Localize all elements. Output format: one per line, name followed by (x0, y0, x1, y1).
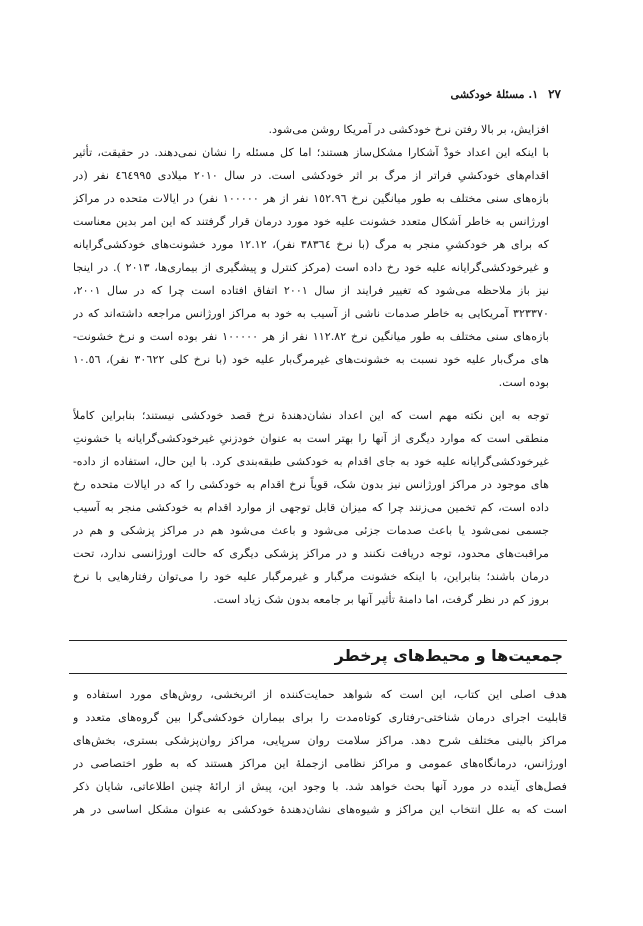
body-text (73, 118, 567, 611)
section-body (73, 683, 567, 821)
text-line: توجه به این نکته مهم است که این اعداد نشان‌دهندهٔ نرخ قصد خودکشی نیستند؛ بنابراین کاملاً (73, 409, 549, 422)
text-line: نیز باز ملاحظه می‌شود که تغییر فرایند از سال ٢٠٠١ اتفاق افتاده است چرا که در سال ٢٠٠١، (73, 284, 549, 297)
text-line: فصل‌های آینده در مورد آنها بحث خواهد شد. با وجود این، پیش از ارائهٔ چنین اطلاعاتی، شایان ذکر (73, 780, 567, 793)
section-rule-top (69, 640, 567, 641)
text-line: اورژانس، درمانگاه‌های عمومی و مراکز نظامی ازجملهٔ این مراکز هستند که به طور اختصاصی در (73, 757, 567, 770)
page-number: ۲۷ (548, 87, 561, 101)
text-line: های مرگ‌بار علیه خود نسبت به خشونت‌های غیرمرگ‌بار علیه خود (با نرخ کلی ٣٠٦٢٢ نفر)، ١٠.٥٦ (73, 353, 549, 366)
text-line: است که به علل انتخاب این مراکز و شیوه‌های نشان‌دهندهٔ خودکشی به عنوان مشکل اساسی در هر (73, 803, 567, 816)
text-line: منطقی است که موارد دیگری از آنها را بهتر است به عنوان خودزنیِ غیرخودکشی‌گرایانه یا خشونتِ (73, 432, 549, 445)
text-line: درمان باشند؛ بنابراین، با اینکه خشونت مرگبار و غیرمرگبار علیه خود را می‌توان رفتارهایی با نرخ (73, 570, 549, 583)
text-line: بروز کم در نظر گرفت، اما دامنهٔ تأثیر آنها بر جامعه بدون شک زیاد است. (213, 593, 549, 606)
text-line: های موجود در مراکز اورژانس نیز بدون شک، قویاً نرخ اقدام به خودکشی را که در ایالات متحده رخ (73, 478, 549, 491)
text-line: با اینکه این اعداد خودْ آشکارا مشکل‌ساز هستند؛ اما کل مسئله را نشان نمی‌دهند. در حقیقت، تأثیر (73, 146, 549, 159)
text-line: ٣٢٣٣٧٠ آمریکایی به خاطر صدمات ناشی از آسیب به خود به مراکز اورژانس مراجعه داشته‌اند که در (73, 307, 549, 320)
running-header (81, 86, 561, 102)
text-line: مراقبت‌های محدود، توجه دریافت نکنند و در مراکز پزشکی دیگری که حالت اورژانسی ندارد، تحت (73, 547, 549, 560)
section-heading: جمعیت‌ها و محیط‌های پرخطر (334, 646, 563, 665)
paragraph-2 (73, 141, 567, 394)
text-line: قابلیت اجرای درمان شناختی-رفتاری کوتاه‌مدت را برای بیماران خودکشی‌گرا بین گروه‌های متعدد و (73, 711, 567, 724)
text-line: که برای هر خودکشیِ منجر به مرگ (با نرخ ٣٨٣٦٤ نفر)، ١٢.١٢ مورد خشونت‌های خودکشی‌گرایانه (73, 238, 549, 251)
text-line: و غیرخودکشی‌گرایانه علیه خود رخ داده است (مرکز کنترل و پیشگیری از بیماری‌ها، ٢٠١٣ ). در اینجا (73, 261, 549, 274)
text-line: غیرخودکشی‌گرایانه علیه خود به جای اقدام به خودکشی طبقه‌بندی کرد. با این حال، استفاده از داده- (73, 455, 549, 468)
text-line: هدف اصلی این کتاب، این است که شواهد حمایت‌کننده از اثربخشی، روش‌های مورد استفاده و (73, 688, 567, 701)
text-line: داده است، کم تخمین می‌زنند چرا که میزان قابل توجهی از موارد اقدام به خودکشی منجر به آسیب (73, 501, 549, 514)
text-line: اقدام‌های خودکشیِ فراتر از مرگ بر اثر خودکشی است. در سال ۲۰۱۰ میلادی ٤٦٤٩٩٥ نفر (در (73, 169, 549, 182)
text-line: جسمی نمی‌شود یا باعث صدمات جزئی می‌شود و باعث می‌شود هم در مراکز پزشکی و هم در (73, 524, 549, 537)
paragraph-3 (73, 404, 567, 611)
running-title: ۱. مسئلهٔ خودکشی (450, 87, 539, 101)
text-line: مراکز بالینی مختلف شرح دهد. مراکز سلامت روان سرپایی، مراکز روان‌پزشکی بستری، بخش‌های (73, 734, 567, 747)
text-line: بازه‌های سنی مختلف به طور میانگین نرخ ١٥٢.٩٦ نفر از هر ١٠٠٠٠٠ نفر) در ایالات متحده در مراکز (73, 192, 549, 205)
paragraph-1 (73, 118, 567, 141)
text-line: افزایش، بر بالا رفتن نرخ خودکشی در آمریکا روشن می‌شود. (268, 123, 549, 136)
section-rule-bottom (69, 673, 567, 674)
text-line: بوده است. (498, 376, 549, 389)
text-line: بازه‌های سنی مختلف به طور میانگین نرخ ١١٢.٨٢ نفر از هر ١٠٠٠٠٠ نفر بوده است و نرخ خشونت- (73, 330, 549, 343)
text-line: اورژانس به خاطر اَشکال متعدد خشونت علیه خود مورد درمان قرار گرفتند که این امر بدین معناست (73, 215, 549, 228)
